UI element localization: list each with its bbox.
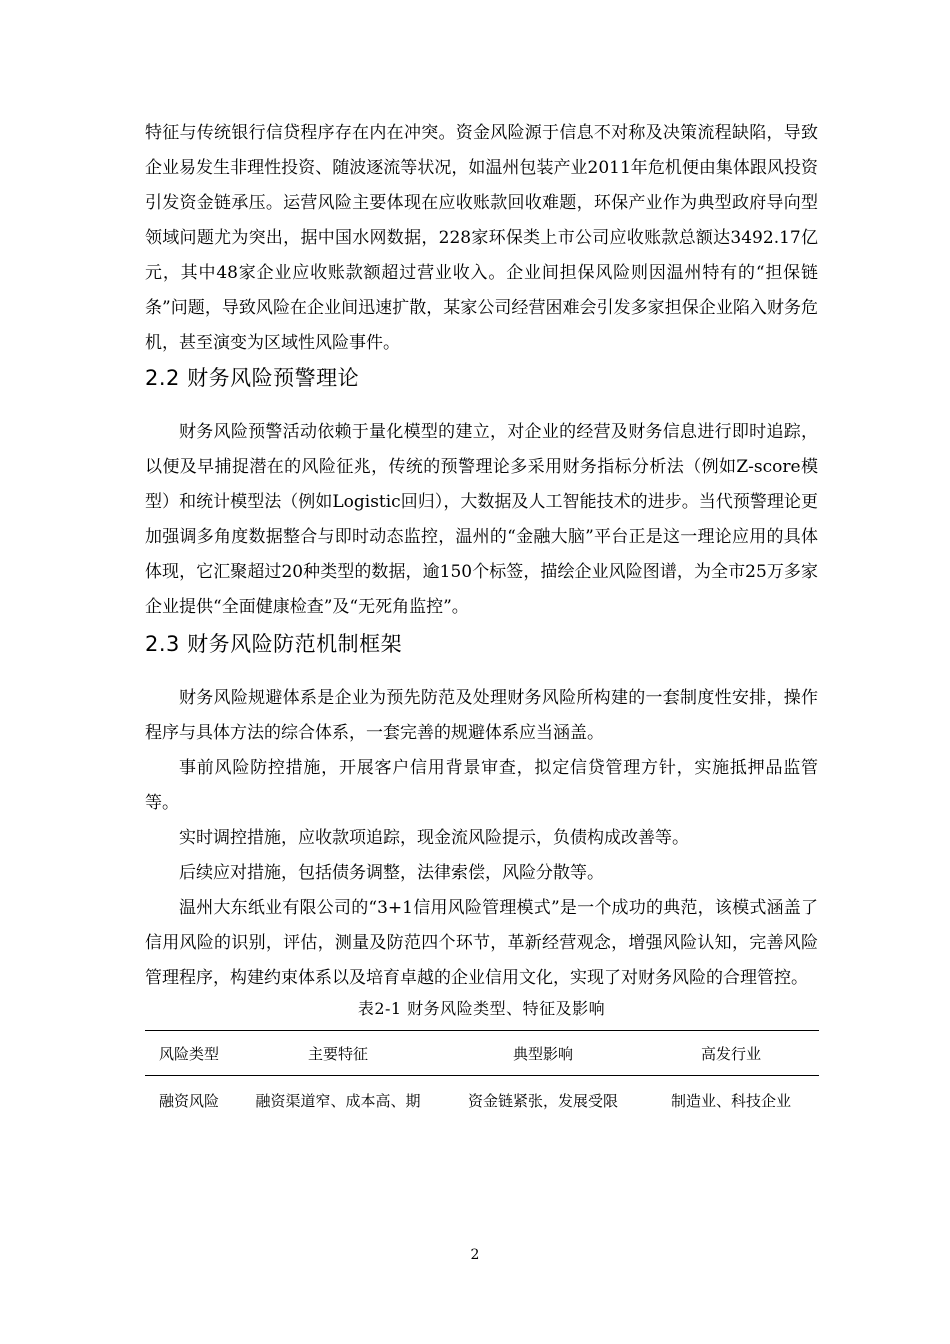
paragraph-early-warning: 财务风险预警活动依赖于量化模型的建立，对企业的经营及财务信息进行即时追踪，以便及早捕捉潜在的风险征兆，传统的预警理论多采用财务指标分析法（例如Z-score模型）和统计模型法（例如Logistic回归），大数据及人工智能技术的进步。当代预警理论更加强调多角度数据整合与即时动态监控，温州的“金融大脑”平台正是这一理论应用的具体体现，它汇聚超过20种类型的数据，逾150个标签，描绘企业风险图谱，为全市25万多家企业提供“全面健康检查”及“无死角监控”。 bbox=[145, 422, 818, 617]
table-cell: 制造业、科技企业 bbox=[670, 1091, 791, 1110]
paragraph-case-study: 温州大东纸业有限公司的“3+1信用风险管理模式”是一个成功的典范，该模式涵盖了信用风险的识别，评估，测量及防范四个环节，革新经营观念，增强风险认知，完善风险管理程序，构建约束体系以及培育卓越的企业信用文化，实现了对财务风险的合理管控。 bbox=[145, 898, 818, 988]
section-heading-2-2: 2.2 财务风险预警理论 bbox=[145, 366, 360, 390]
table-cell: 融资渠道窄、成本高、期 bbox=[255, 1091, 421, 1110]
table-cell: 融资风险 bbox=[158, 1091, 219, 1110]
page-number: 2 bbox=[470, 1247, 480, 1263]
table-caption: 表2-1 财务风险类型、特征及影响 bbox=[357, 999, 606, 1018]
table-header-cell: 主要特征 bbox=[233, 1031, 443, 1076]
table-header-cell: 风险类型 bbox=[145, 1031, 233, 1076]
paragraph-real-time-control: 实时调控措施，应收款项追踪，现金流风险提示，负债构成改善等。 bbox=[179, 828, 689, 848]
page-content bbox=[145, 116, 818, 1124]
table-header-row bbox=[145, 1031, 819, 1076]
paragraph-prevention-system: 财务风险规避体系是企业为预先防范及处理财务风险所构建的一套制度性安排，操作程序与具体方法的综合体系，一套完善的规避体系应当涵盖。 bbox=[145, 688, 818, 743]
paragraph-pre-control: 事前风险防控措施，开展客户信用背景审查，拟定信贷管理方针，实施抵押品监管等。 bbox=[145, 758, 818, 813]
table-header-cell: 典型影响 bbox=[443, 1031, 643, 1076]
table-row bbox=[145, 1076, 819, 1125]
table-header-cell: 高发行业 bbox=[643, 1031, 819, 1076]
paragraph-follow-up: 后续应对措施，包括债务调整，法律索偿，风险分散等。 bbox=[179, 863, 604, 883]
section-heading-2-3: 2.3 财务风险防范机制框架 bbox=[145, 632, 403, 656]
risk-table bbox=[145, 1030, 819, 1124]
table-cell: 资金链紧张，发展受限 bbox=[467, 1091, 618, 1110]
paragraph-risk-types: 特征与传统银行信贷程序存在内在冲突。资金风险源于信息不对称及决策流程缺陷，导致企业易发生非理性投资、随波逐流等状况，如温州包装产业2011年危机便由集体跟风投资引发资金链承压。运营风险主要体现在应收账款回收难题，环保产业作为典型政府导向型领域问题尤为突出，据中国水网数据，228家环保类上市公司应收账款总额达3492.17亿元，其中48家企业应收账款额超过营业收入。企业间担保风险则因温州特有的“担保链条”问题，导致风险在企业间迅速扩散，某家公司经营困难会引发多家担保企业陷入财务危机，甚至演变为区域性风险事件。 bbox=[145, 123, 818, 353]
